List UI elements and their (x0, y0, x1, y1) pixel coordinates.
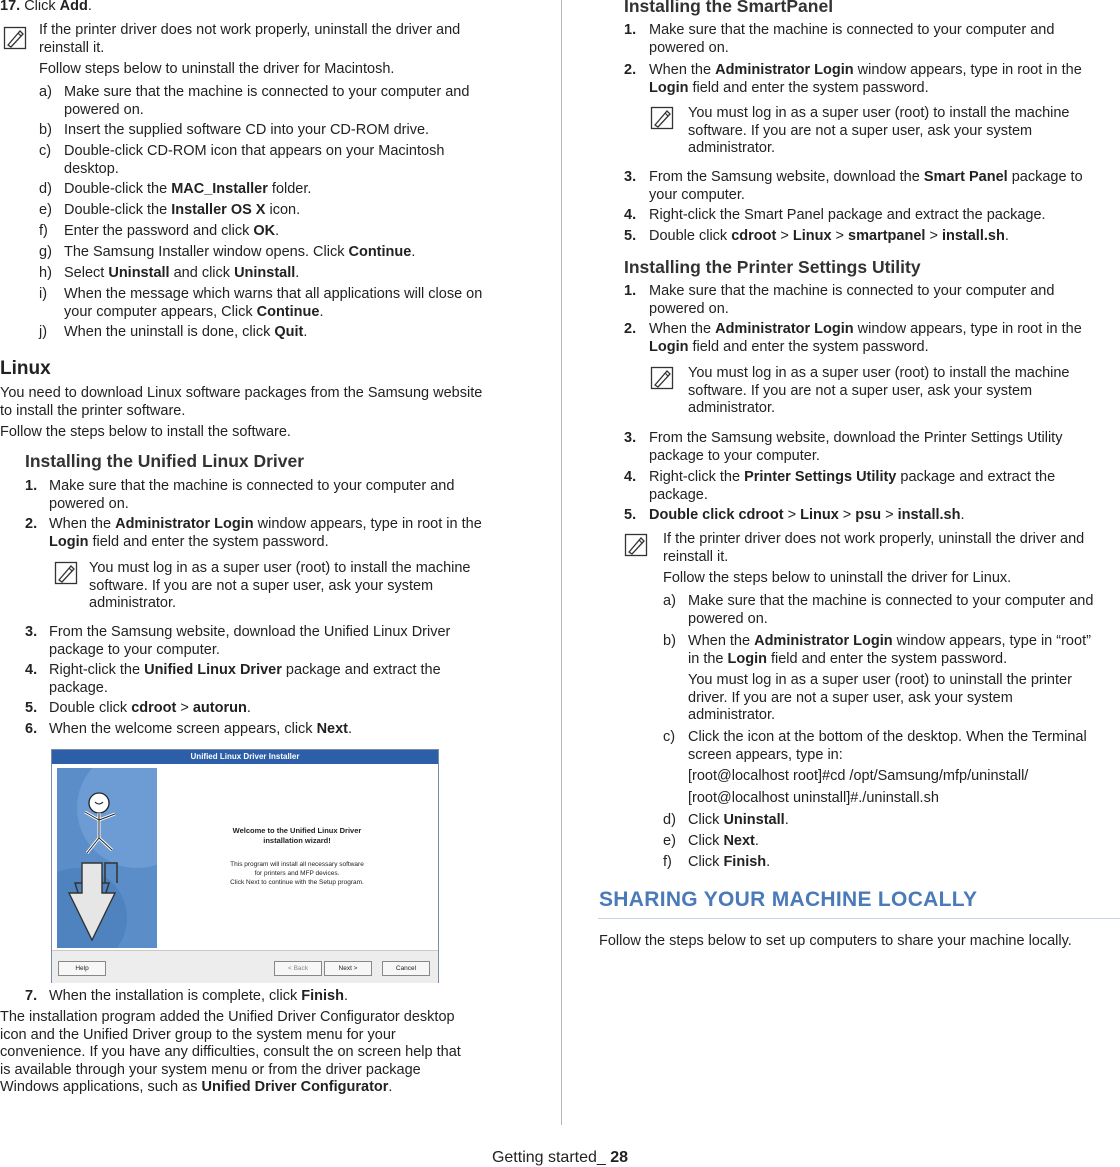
step-number: 4. (624, 469, 637, 485)
item-text: desktop. (64, 160, 119, 177)
list-item (663, 854, 1120, 875)
list-item (39, 181, 519, 202)
list-item (39, 143, 519, 181)
list-item (663, 633, 1120, 729)
letter: a) (663, 593, 676, 609)
letter: f) (663, 854, 672, 870)
sharing-text: Follow the steps below to set up computers to share your machine locally. (599, 933, 1072, 949)
letter: b) (663, 633, 676, 649)
item-text: your computer appears, Click (64, 303, 257, 320)
item-text: Click (688, 854, 724, 870)
step-text: package and extract the (896, 469, 1056, 485)
item-text: The Samsung Installer window opens. Click (64, 244, 349, 260)
step-number: 2. (624, 321, 637, 337)
uld-final-paragraph (0, 1009, 522, 1097)
list-item (663, 593, 1120, 633)
item-text: Click (688, 812, 724, 828)
note-line: You must log in as a super user (root) to install the machine (688, 105, 1070, 121)
paragraph-line: Follow the steps below to install the software. (0, 424, 291, 440)
sp-root-note (688, 105, 1118, 158)
step-item (624, 169, 1120, 207)
page-number: 28 (610, 1149, 629, 1166)
step-item (25, 662, 522, 700)
note-line: software. If you are not a super user, ask your system (688, 122, 1033, 139)
item-bold: Quit (274, 324, 304, 340)
punct: . (1004, 228, 1009, 244)
step-text: package. (649, 486, 708, 503)
note-line: reinstall it. (663, 548, 729, 565)
step-text: When the (49, 516, 116, 532)
item-text: Click (688, 833, 724, 849)
step-text: From the Samsung website, download the Printer Settings Utility (649, 430, 1063, 446)
step-text: package to your computer. (49, 641, 220, 658)
step-text: window appears, type in root in the (853, 321, 1082, 337)
list-item (39, 286, 519, 324)
paragraph-line: to install the printer software. (0, 402, 186, 419)
step-text: When the (649, 62, 716, 78)
paragraph-line: You need to download Linux software packages from the Samsung website (0, 385, 483, 401)
step-number: 5. (624, 507, 637, 523)
step-bold: Unified Linux Driver (144, 662, 282, 678)
gt-sep: > (783, 507, 801, 523)
command-line: [root@localhost uninstall]#./uninstall.sh (688, 789, 939, 806)
psu-heading: Installing the Printer Settings Utility (624, 257, 921, 277)
letter: d) (39, 181, 52, 197)
sp-steps-1-2 (624, 22, 1120, 100)
note-line: administrator. (688, 400, 776, 416)
step-text: Right-click the (649, 469, 745, 485)
item-text: Click the icon at the bottom of the desktop. When the Terminal (688, 729, 1087, 745)
installer-welcome (162, 826, 432, 846)
list-item (39, 244, 519, 265)
step-number: 4. (25, 662, 38, 678)
step-text: Right-click the Smart Panel package and extract the package. (649, 207, 1046, 223)
step-item (624, 469, 1120, 507)
psu-steps-1-2 (624, 283, 1120, 359)
step-number: 1. (25, 478, 38, 494)
installer-text (162, 860, 432, 887)
item-text: You must log in as a super user (root) to uninstall the printer (688, 672, 1072, 688)
step-bold: psu (855, 507, 882, 523)
step-text: When the welcome screen appears, click (49, 721, 317, 737)
item-text: When the uninstall is done, click (64, 324, 275, 340)
item-text: window appears, type in “root” (892, 633, 1091, 649)
step-text: package. (49, 679, 108, 696)
note-icon (3, 26, 27, 50)
step-text: Make sure that the machine is connected to your computer and (649, 283, 1055, 299)
step-number: 5. (25, 700, 38, 716)
installer-footer (52, 950, 438, 983)
letter: b) (39, 122, 52, 138)
step-item (25, 721, 522, 742)
step-number: 2. (624, 62, 637, 78)
list-item (39, 202, 519, 223)
note-line: You must log in as a super user (root) to install the machine (688, 365, 1070, 381)
linux-intro (0, 385, 522, 442)
note-line: software. If you are not a super user, ask your system (688, 382, 1033, 399)
step-bold: install.sh (897, 507, 961, 523)
note-line: software. If you are not a super user, ask your system (89, 577, 434, 594)
next-button[interactable]: Next > (324, 961, 372, 976)
list-item (39, 223, 519, 244)
item-bold: Finish (723, 854, 767, 870)
item-bold: Uninstall (108, 265, 170, 281)
gt-sep: > (881, 507, 898, 523)
step-item (624, 321, 1120, 359)
punct: . (960, 507, 965, 523)
step-bold: autorun (192, 700, 247, 716)
list-item (39, 84, 519, 122)
step-item (25, 700, 522, 721)
item-text: When the message which warns that all applications will close on (64, 286, 483, 302)
gt-sep: > (838, 507, 856, 523)
step-item (25, 478, 522, 516)
list-item (39, 122, 519, 143)
item-bold: Login (727, 650, 767, 667)
uld-heading: Installing the Unified Linux Driver (25, 451, 305, 471)
step-bold: install.sh (941, 228, 1005, 244)
paragraph-line: is available through your system menu or from the driver package (0, 1061, 421, 1078)
column-divider (561, 0, 562, 1125)
letter: j) (39, 324, 48, 340)
step-item (624, 207, 1120, 228)
installer-side-graphic (57, 768, 157, 948)
step-item (624, 228, 1120, 249)
item-bold: Uninstall (723, 812, 785, 828)
uld-steps-3-6 (25, 624, 522, 742)
note-line: If the printer driver does not work properly, uninstall the driver and (663, 531, 1085, 547)
step-bold: Login (649, 338, 689, 355)
item-bold: MAC_Installer (171, 181, 268, 197)
step-number: 17. (0, 0, 21, 14)
item-text: Double-click the (64, 181, 172, 197)
step-bold: Administrator Login (715, 62, 854, 78)
step-text: When the (649, 321, 716, 337)
step-17 (0, 0, 92, 16)
list-item (39, 324, 519, 345)
item-bold: Continue (348, 244, 412, 260)
item-text: icon. (265, 202, 301, 218)
item-text: in the (688, 650, 728, 667)
note-icon (54, 561, 78, 585)
step-bold: Administrator Login (115, 516, 254, 532)
list-item (39, 265, 519, 286)
step-text: . (348, 721, 353, 737)
item-text: Double-click the (64, 202, 172, 218)
list-item (663, 812, 1120, 833)
item-text: Enter the password and click (64, 223, 254, 239)
step-text: Make sure that the machine is connected to your computer and (649, 22, 1055, 38)
step-bold: Login (49, 533, 89, 550)
step-number: 7. (25, 988, 38, 1004)
step-text: field and enter the system password. (88, 533, 329, 550)
step-text: your computer. (649, 186, 745, 203)
punct: . (766, 854, 771, 870)
step-item (624, 430, 1120, 469)
linux-heading: Linux (0, 358, 51, 379)
paragraph-line: icon and the Unified Driver group to the system menu for your (0, 1026, 396, 1043)
step-number: 1. (624, 22, 637, 38)
step-text: Double click (49, 700, 132, 716)
step-number: 5. (624, 228, 637, 244)
sp-steps-3-5 (624, 169, 1120, 249)
step-text: package to your computer. (649, 447, 820, 464)
item-text: driver. If you are not a super user, ask your system (688, 689, 1013, 706)
note-icon (624, 533, 648, 557)
installer-line: Click Next to continue with the Setup program. (230, 879, 364, 886)
step-item (624, 22, 1120, 62)
step-bold: Smart Panel (923, 169, 1008, 185)
step-text: Double click (649, 228, 732, 244)
item-text: Select (64, 265, 109, 281)
item-text: . (275, 223, 280, 239)
item-text: Double-click CD-ROM icon that appears on your Macintosh (64, 143, 445, 159)
item-bold: Administrator Login (754, 633, 893, 649)
step-bold: Double click cdroot (649, 507, 784, 523)
note-line: If the printer driver does not work properly, uninstall the driver and (39, 22, 461, 38)
paragraph-text: Windows applications, such as (0, 1079, 202, 1095)
letter: c) (39, 143, 52, 159)
step-text: package and extract the (281, 662, 441, 678)
item-bold: Next (723, 833, 755, 849)
paragraph-line: convenience. If you have any difficulties, consult the on screen help that (0, 1044, 461, 1060)
item-text: powered on. (64, 101, 144, 118)
installer-line: for printers and MFP devices. (254, 870, 340, 877)
punct: . (754, 833, 759, 849)
item-text: Make sure that the machine is connected to your computer and (64, 84, 470, 100)
note-icon (650, 106, 674, 130)
heading-rule (598, 918, 1120, 919)
item-bold: Installer OS X (171, 202, 266, 218)
sharing-heading: SHARING YOUR MACHINE LOCALLY (599, 888, 978, 911)
step-text: package to (1007, 169, 1083, 185)
step-text: powered on. (49, 495, 129, 512)
command-line: [root@localhost root]#cd /opt/Samsung/mfp/uninstall/ (688, 768, 1029, 784)
item-text: . (411, 244, 416, 260)
note-intro: Follow the steps below to uninstall the driver for Linux. (663, 570, 1012, 586)
installer-screenshot (51, 749, 439, 983)
step-item (25, 988, 522, 1009)
gt-sep: > (776, 228, 793, 244)
item-text: screen appears, type in: (688, 746, 843, 763)
item-text: . (319, 303, 324, 320)
item-bold: OK (253, 223, 276, 239)
add-label: Add (59, 0, 88, 14)
step-bold: cdroot (131, 700, 177, 716)
punct: . (784, 812, 789, 828)
psu-root-note (688, 365, 1118, 418)
cancel-button[interactable]: Cancel (382, 961, 430, 976)
punct: . (87, 0, 92, 14)
welcome-line: installation wizard! (263, 836, 331, 845)
item-text: When the (688, 633, 755, 649)
step-item (25, 516, 522, 554)
item-text: Insert the supplied software CD into your CD-ROM drive. (64, 122, 430, 138)
step-bold: smartpanel (848, 228, 926, 244)
step-text: window appears, type in root in the (253, 516, 482, 532)
step-text: powered on. (649, 300, 729, 317)
letter: g) (39, 244, 52, 260)
mac-uninstall-note (39, 22, 519, 79)
step-number: 3. (624, 430, 637, 446)
step-bold: Linux (800, 507, 839, 523)
uld-root-note (89, 560, 519, 613)
step-text: powered on. (649, 39, 729, 56)
item-text: Make sure that the machine is connected to your computer and (688, 593, 1094, 609)
step-text: Click (24, 0, 60, 14)
step-text: . (343, 988, 348, 1004)
help-button[interactable]: Help (58, 961, 106, 976)
step-item (624, 507, 1120, 528)
step-text: Right-click the (49, 662, 145, 678)
letter: h) (39, 265, 52, 281)
step-text: From the Samsung website, download the (649, 169, 924, 185)
note-line: administrator. (89, 595, 177, 611)
step-number: 6. (25, 721, 38, 737)
item-text: administrator. (688, 707, 776, 723)
note-icon (650, 366, 674, 390)
step-bold: Printer Settings Utility (744, 469, 897, 485)
item-text: field and enter the system password. (766, 650, 1008, 667)
linux-uninstall-steps (663, 593, 1120, 875)
step-number: 3. (624, 169, 637, 185)
gt-sep: > (831, 228, 849, 244)
gt-sep: > (925, 228, 942, 244)
letter: i) (39, 286, 48, 302)
psu-steps-3-5 (624, 430, 1120, 528)
item-text: powered on. (688, 610, 768, 627)
note-line: reinstall it. (39, 39, 105, 56)
step-number: 1. (624, 283, 637, 299)
step-item (624, 283, 1120, 321)
uld-step-7 (25, 988, 522, 1009)
smartpanel-heading: Installing the SmartPanel (624, 0, 834, 16)
letter: d) (663, 812, 676, 828)
paragraph-line: The installation program added the Unified Driver Configurator desktop (0, 1009, 455, 1025)
item-bold: Uninstall (234, 265, 296, 281)
page-footer (0, 1149, 1120, 1167)
step-text: window appears, type in root in the (853, 62, 1082, 78)
letter: f) (39, 223, 48, 239)
step-item (624, 62, 1120, 100)
installer-figure-icon (57, 768, 157, 948)
step-text: > (176, 700, 193, 716)
installer-body (162, 768, 432, 948)
step-text: Make sure that the machine is connected to your computer and (49, 478, 455, 494)
step-number: 4. (624, 207, 637, 223)
letter: e) (39, 202, 52, 218)
step-bold: Login (649, 79, 689, 96)
item-text: . (295, 265, 300, 281)
list-item (663, 833, 1120, 854)
step-bold: Finish (301, 988, 344, 1004)
step-text: field and enter the system password. (688, 338, 929, 355)
installer-line: This program will install all necessary software (230, 861, 364, 868)
letter: c) (663, 729, 676, 745)
installer-title: Unified Linux Driver Installer (52, 750, 438, 764)
letter: a) (39, 84, 52, 100)
footer-label: Getting started_ (491, 1149, 611, 1166)
step-bold: cdroot (731, 228, 777, 244)
linux-uninstall-note (663, 531, 1120, 588)
step-bold: Administrator Login (715, 321, 854, 337)
item-text: . (303, 324, 308, 340)
paragraph-bold: Unified Driver Configurator (201, 1079, 389, 1095)
step-bold: Linux (792, 228, 832, 244)
step-text: . (246, 700, 251, 716)
note-line: administrator. (688, 140, 776, 156)
step-item (25, 624, 522, 662)
item-text: folder. (267, 181, 312, 197)
step-text: field and enter the system password. (688, 79, 929, 96)
item-text: and click (169, 265, 235, 281)
mac-steps (39, 84, 519, 345)
step-number: 3. (25, 624, 38, 640)
note-intro: Follow steps below to uninstall the driver for Macintosh. (39, 61, 395, 77)
welcome-line: Welcome to the Unified Linux Driver (232, 826, 362, 835)
back-button[interactable]: < Back (274, 961, 322, 976)
step-number: 2. (25, 516, 38, 532)
uld-steps-1-2 (25, 478, 522, 554)
list-item (663, 729, 1120, 812)
item-bold: Continue (256, 303, 320, 320)
letter: e) (663, 833, 676, 849)
step-text: From the Samsung website, download the Unified Linux Driver (49, 624, 451, 640)
step-text: When the installation is complete, click (49, 988, 302, 1004)
paragraph-text: . (388, 1079, 393, 1095)
note-line: You must log in as a super user (root) to install the machine (89, 560, 471, 576)
step-bold: Next (316, 721, 349, 737)
